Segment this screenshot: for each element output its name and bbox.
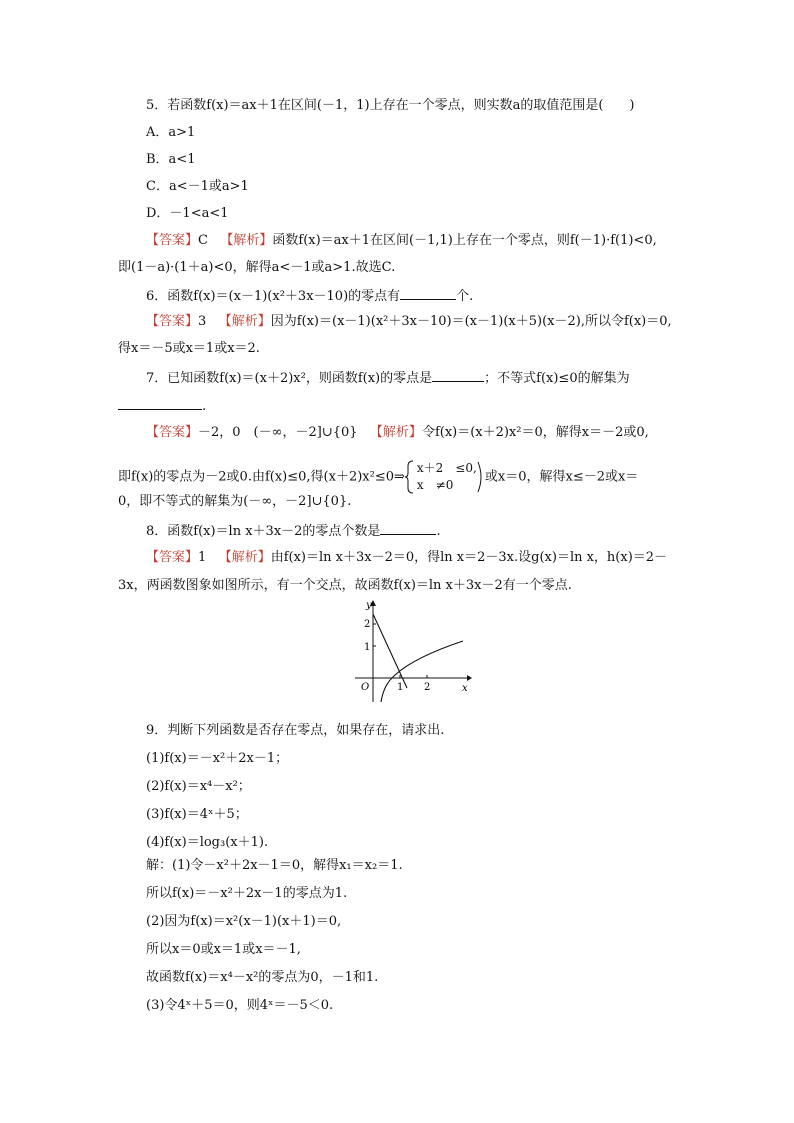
answer-blank <box>380 522 436 535</box>
q8-analysis-line2: 3x，两函数图象如图所示，有一个交点，故函数f(x)＝ln x＋3x－2有一个零点. <box>118 578 572 593</box>
answer-tag: 【答案】 <box>146 314 199 329</box>
q9-solution-1: 解：(1)令－x²＋2x－1＝0，解得x₁＝x₂＝1. <box>146 858 403 873</box>
q6-stem-text: 6．函数f(x)＝(x－1)(x²＋3x－10)的零点有 <box>146 289 401 304</box>
q6-stem <box>146 287 473 305</box>
q7-analysis-line3: 0，即不等式的解集为(－∞，－2]∪{0}. <box>118 494 352 509</box>
q7-stem-end: . <box>202 399 207 414</box>
brace-bottom: x ≠0 <box>416 478 454 492</box>
q9-solution-6: (3)令4ˣ＋5＝0，则4ˣ＝－5＜0. <box>146 998 334 1013</box>
answer-tag: 【答案】 <box>146 550 199 565</box>
answer-blank <box>118 397 202 410</box>
q5-analysis-line2: 即(1－a)·(1＋a)<0，解得a<－1或a>1.故选C. <box>118 260 396 275</box>
q5-stem: 5．若函数f(x)＝ax＋1在区间(－1，1)上存在一个零点，则实数a的取值范围是( ) <box>146 98 635 113</box>
q8-stem <box>146 522 441 540</box>
q9-item-4: (4)f(x)＝log₃(x＋1). <box>146 835 269 850</box>
q8-answer-block <box>146 550 667 566</box>
q9-solution-3: (2)因为f(x)＝x²(x－1)(x＋1)＝0, <box>146 914 342 929</box>
answer-blank <box>400 287 456 300</box>
answer-tag: 【答案】 <box>146 425 199 440</box>
q9-stem: 9．判断下列函数是否存在零点，如果存在，请求出. <box>146 723 445 738</box>
y-axis-label: y <box>366 600 372 611</box>
answer-value: C <box>198 233 208 248</box>
analysis-text-cont: 或x＝0，解得x≤－2或x＝ <box>484 469 639 485</box>
answer-value: 3 <box>198 314 207 329</box>
x-axis-arrow-icon <box>467 675 472 681</box>
x-axis-label: x <box>462 683 468 694</box>
q7-stem-text: 7．已知函数f(x)＝(x＋2)x²，则函数f(x)的零点是 <box>146 371 433 386</box>
answer-value: －2，0 (－∞，－2]∪{0} <box>198 425 358 440</box>
analysis-tag: 【解析】 <box>218 550 271 565</box>
q8-stem-text: 8．函数f(x)＝ln x＋3x－2的零点个数是 <box>146 524 381 539</box>
x-tick-label-1: 1 <box>397 682 404 693</box>
q9-item-1: (1)f(x)＝－x²＋2x－1； <box>146 751 289 766</box>
origin-label: O <box>361 682 370 693</box>
q7-stem-line2 <box>118 397 206 415</box>
q8-stem-end: . <box>436 524 441 539</box>
q9-solution-2: 所以f(x)＝－x²＋2x－1的零点为1. <box>146 886 348 901</box>
function-graph <box>345 598 475 710</box>
q5-answer-block <box>146 233 657 249</box>
brace-top: x＋2 ≤0, <box>416 461 477 475</box>
right-paren-icon <box>477 460 485 494</box>
y-tick-label-1: 1 <box>364 642 371 653</box>
curve-g <box>381 641 463 702</box>
q5-option-c: C．a<－1或a>1 <box>146 179 249 194</box>
q9-item-3: (3)f(x)＝4ˣ＋5； <box>146 807 248 822</box>
q6-analysis-line2: 得x＝－5或x＝1或x＝2. <box>118 341 260 356</box>
answer-blank <box>432 369 484 382</box>
q6-answer-block <box>146 314 672 330</box>
analysis-text: 因为f(x)＝(x－1)(x²＋3x－10)＝(x－1)(x＋5)(x－2),所以令f(x)＝0, <box>270 314 672 329</box>
system-brace <box>405 460 485 494</box>
q5-option-a: A．a>1 <box>146 125 196 140</box>
q7-answer-block <box>146 425 649 441</box>
analysis-tag: 【解析】 <box>218 314 271 329</box>
q7-stem <box>146 369 630 387</box>
analysis-text: 即f(x)的零点为－2或0.由f(x)≤0,得(x＋2)x²≤0⇒ <box>118 469 405 485</box>
q7-stem-mid: ；不等式f(x)≤0的解集为 <box>484 371 630 386</box>
answer-tag: 【答案】 <box>146 233 199 248</box>
x-tick-label-2: 2 <box>424 682 431 693</box>
q5-option-d: D．－1<a<1 <box>146 206 229 221</box>
q9-item-2: (2)f(x)＝x⁴－x²； <box>146 779 251 794</box>
q7-analysis-line2 <box>118 460 638 494</box>
q9-solution-4: 所以x＝0或x＝1或x＝－1, <box>146 942 301 957</box>
analysis-tag: 【解析】 <box>220 233 273 248</box>
analysis-text: 由f(x)＝ln x＋3x－2＝0，得ln x＝2－3x.设g(x)＝ln x，h(x)＝2－ <box>270 550 668 565</box>
analysis-tag: 【解析】 <box>369 425 422 440</box>
y-tick-label-2: 2 <box>364 619 371 630</box>
analysis-text: 函数f(x)＝ax＋1在区间(－1,1)上存在一个零点，则f(－1)·f(1)<0, <box>272 233 657 248</box>
analysis-text: 令f(x)＝(x＋2)x²＝0，解得x＝－2或0, <box>421 425 649 440</box>
q9-solution-5: 故函数f(x)＝x⁴－x²的零点为0，－1和1. <box>146 970 379 985</box>
line-h <box>373 614 407 688</box>
left-brace-icon <box>405 460 415 494</box>
q5-option-b: B．a<1 <box>146 152 196 167</box>
answer-value: 1 <box>198 550 207 565</box>
q6-stem-end: 个. <box>456 289 474 304</box>
